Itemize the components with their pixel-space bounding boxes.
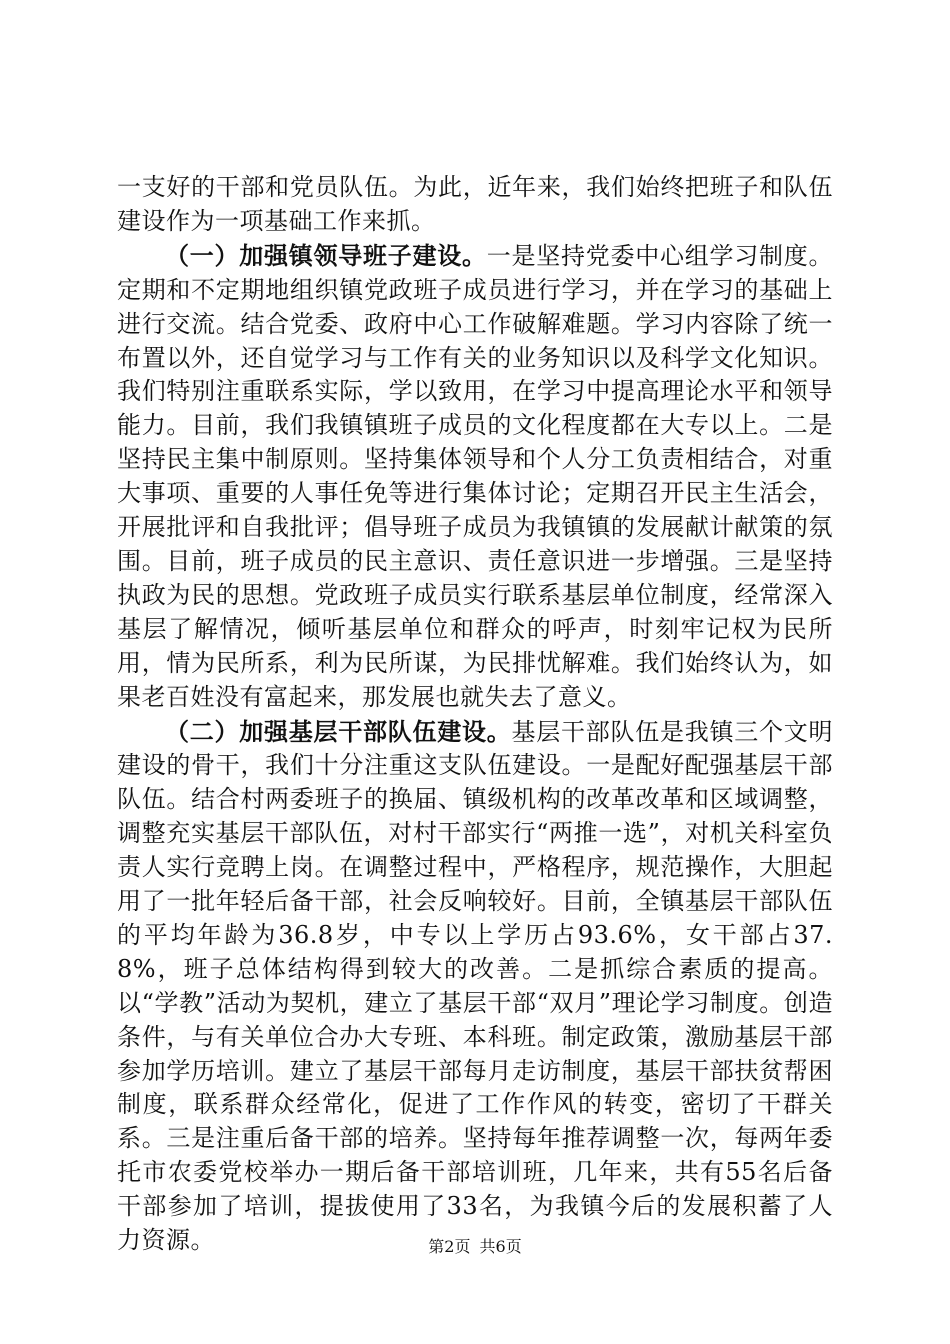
document-body [117, 171, 833, 1258]
page-number: 第2页 [428, 1237, 471, 1256]
paragraph-text: 一支好的干部和党员队伍。为此，近年来，我们始终把班子和队伍建设作为一项基础工作来抓。 [117, 173, 833, 235]
section-heading: （二）加强基层干部队伍建设。 [165, 716, 512, 746]
section-heading: （一）加强镇领导班子建设。 [165, 240, 487, 270]
paragraph-section-2 [117, 715, 833, 1259]
page-footer [0, 1237, 950, 1257]
paragraph-section-1 [117, 239, 833, 715]
paragraph-text: 基层干部队伍是我镇三个文明建设的骨干，我们十分注重这支队伍建设。一是配好配强基层干部队伍。结合村两委班子的换届、镇级机构的改革改革和区域调整，调整充实基层干部队伍，对村干部实行“两推一选”，对机关科室负责人实行竞聘上岗。在调整过程中，严格程序，规范操作，大胆起用了一批年轻后备干部，社会反响较好。目前，全镇基层干部队伍的平均年龄为36.8岁，中专以上学历占93.6%，女干部占37.8%，班子总体结构得到较大的改善。二是抓综合素质的提高。以“学教”活动为契机，建立了基层干部“双月”理论学习制度。创造条件，与有关单位合办大专班、本科班。制定政策，激励基层干部参加学历培训。建立了基层干部每月走访制度，基层干部扶贫帮困制度，联系群众经常化，促进了工作作风的转变，密切了干群关系。三是注重后备干部的培养。坚持每年推荐调整一次，每两年委托市农委党校举办一期后备干部培训班，几年来，共有55名后备干部参加了培训，提拔使用了33名，为我镇今后的发展积蓄了人力资源。 [117, 717, 833, 1255]
paragraph-intro [117, 171, 833, 239]
page-total: 共6页 [479, 1237, 522, 1256]
paragraph-text: 一是坚持党委中心组学习制度。定期和不定期地组织镇党政班子成员进行学习，并在学习的基础上进行交流。结合党委、政府中心工作破解难题。学习内容除了统一布置以外，还自觉学习与工作有关的业务知识以及科学文化知识。我们特别注重联系实际，学以致用，在学习中提高理论水平和领导能力。目前，我们我镇镇班子成员的文化程度都在大专以上。二是坚持民主集中制原则。坚持集体领导和个人分工负责相结合，对重大事项、重要的人事任免等进行集体讨论；定期召开民主生活会，开展批评和自我批评；倡导班子成员为我镇镇的发展献计献策的氛围。目前，班子成员的民主意识、责任意识进一步增强。三是坚持执政为民的思想。党政班子成员实行联系基层单位制度，经常深入基层了解情况，倾听基层单位和群众的呼声，时刻牢记权为民所用，情为民所系，利为民所谋，为民排忧解难。我们始终认为，如果老百姓没有富起来，那发展也就失去了意义。 [117, 241, 833, 711]
